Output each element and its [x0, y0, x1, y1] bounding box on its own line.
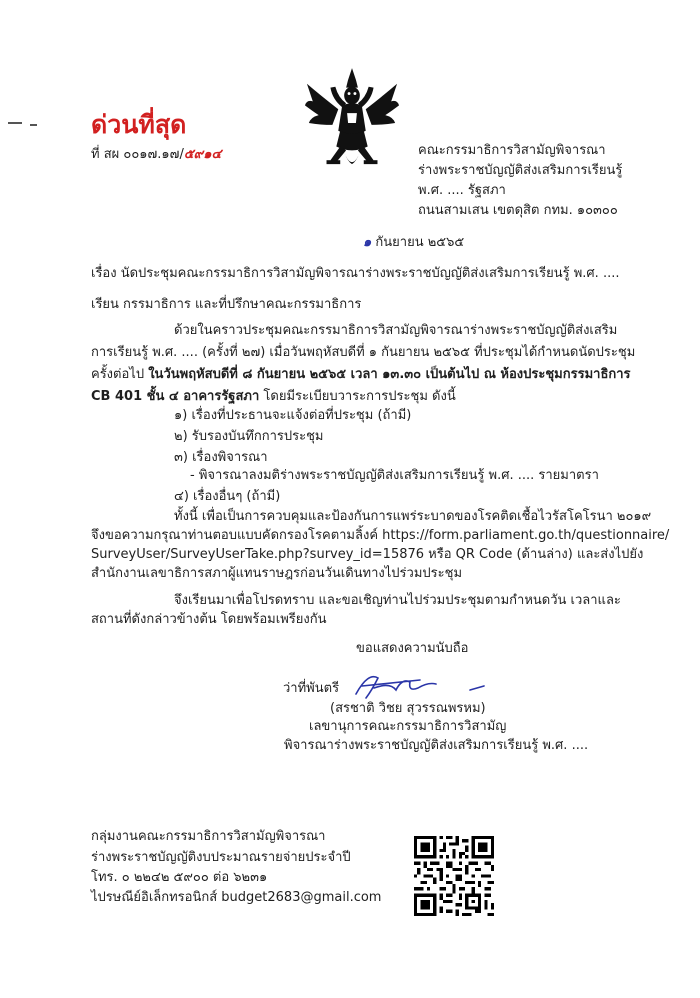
- signer-name: (สรชาติ วิชย สุวรรณพรหม): [330, 701, 486, 716]
- signer-title: ว่าที่พันตรี: [283, 681, 340, 696]
- subject-line: เรื่อง นัดประชุมคณะกรรมาธิการวิสามัญพิจารณาร่างพระราชบัญญัติส่งเสริมการเรียนรู้ พ.ศ. ....: [91, 266, 620, 281]
- body-text: โดยมีระเบียบวาระการประชุม ดังนี้: [259, 389, 456, 404]
- body-line: SurveyUser/SurveyUserTake.php?survey_id=15876 หรือ QR Code (ด้านล่าง) และส่งไปยัง: [91, 547, 644, 562]
- body-line: [91, 366, 631, 384]
- footer-line: ร่างพระราชบัญญัติงบประมาณรายจ่ายประจำปี: [91, 850, 351, 865]
- agenda-item: ๒) รับรองบันทึกการประชุม: [174, 429, 324, 444]
- agenda-item: ๑) เรื่องที่ประธานจะแจ้งต่อที่ประชุม (ถ้ามี): [174, 408, 412, 423]
- sender-address-line: ถนนสามเสน เขตดุสิต กทม. ๑๐๓๐๐: [418, 203, 618, 218]
- scan-mark: [8, 122, 22, 124]
- body-text: ครั้งต่อไป: [91, 367, 149, 382]
- reference-handwritten-number: ๕๙๑๔: [183, 147, 222, 162]
- urgent-stamp: ด่วนที่สุด: [91, 110, 187, 139]
- body-line: สำนักงานเลขาธิการสภาผู้แทนราษฎรก่อนวันเดินทางไปร่วมประชุม: [91, 566, 463, 581]
- body-line: การเรียนรู้ พ.ศ. .... (ครั้งที่ ๒๗) เมื่อวันพฤหัสบดีที่ ๑ กันยายน ๒๕๖๕ ที่ประชุมได้กำหนดนัดประชุม: [91, 345, 636, 360]
- sender-address-line: คณะกรรมาธิการวิสามัญพิจารณา: [418, 143, 606, 158]
- qr-code-icon[interactable]: [414, 836, 494, 916]
- scan-mark: [30, 124, 37, 126]
- footer-email: ไปรษณีย์อิเล็กทรอนิกส์ budget2683@gmail.com: [91, 890, 382, 905]
- meeting-room-bold: CB 401 ชั้น ๔ อาคารรัฐสภา: [91, 389, 260, 404]
- reference-prefix: ที่ สผ ๐๐๑๗.๑๗/: [91, 147, 184, 162]
- meeting-datetime-bold: ในวันพฤหัสบดีที่ ๘ กันยายน ๒๕๖๕ เวลา ๑๓.๓๐ เป็นต้นไป ณ ห้องประชุมกรรมาธิการ: [148, 367, 631, 382]
- body-line: ทั้งนี้ เพื่อเป็นการควบคุมและป้องกันการแพร่ระบาดของโรคติดเชื้อไวรัสโคโรนา ๒๐๑๙: [174, 509, 652, 524]
- garuda-emblem-icon: [303, 66, 401, 176]
- sender-address-line: ร่างพระราชบัญญัติส่งเสริมการเรียนรู้: [418, 163, 623, 178]
- body-line: จึงขอความกรุณาท่านตอบแบบคัดกรองโรคตามลิ้งค์ https://form.parliament.go.th/questionnaire/: [91, 528, 670, 543]
- date-month-year: กันยายน ๒๕๖๕: [371, 235, 465, 250]
- agenda-item: ๔) เรื่องอื่นๆ (ถ้ามี): [174, 489, 281, 504]
- date-handwritten-day: ๑: [363, 235, 372, 250]
- body-line: ด้วยในคราวประชุมคณะกรรมาธิการวิสามัญพิจารณาร่างพระราชบัญญัติส่งเสริม: [174, 323, 618, 338]
- reference-number: [91, 146, 221, 164]
- sender-address-line: พ.ศ. .... รัฐสภา: [418, 183, 506, 198]
- signer-position: เลขานุการคณะกรรมาธิการวิสามัญ: [309, 719, 507, 734]
- recipient-line: เรียน กรรมาธิการ และที่ปรึกษาคณะกรรมาธิการ: [91, 297, 362, 312]
- closing-salutation: ขอแสดงความนับถือ: [356, 641, 469, 656]
- body-line: สถานที่ดังกล่าวข้างต้น โดยพร้อมเพรียงกัน: [91, 612, 327, 627]
- body-line: จึงเรียนมาเพื่อโปรดทราบ และขอเชิญท่านไปร่วมประชุมตามกำหนดวัน เวลาและ: [174, 593, 621, 608]
- agenda-item: ๓) เรื่องพิจารณา: [174, 450, 268, 465]
- body-line: [91, 388, 456, 406]
- signature-scribble-icon: [350, 668, 490, 702]
- signer-position: พิจารณาร่างพระราชบัญญัติส่งเสริมการเรียนรู้ พ.ศ. ....: [284, 738, 589, 753]
- agenda-subitem: - พิจารณาลงมติร่างพระราชบัญญัติส่งเสริมการเรียนรู้ พ.ศ. .... รายมาตรา: [190, 468, 599, 483]
- footer-line: กลุ่มงานคณะกรรมาธิการวิสามัญพิจารณา: [91, 829, 326, 844]
- footer-line: โทร. ๐ ๒๒๔๒ ๕๙๐๐ ต่อ ๖๒๓๑: [91, 870, 268, 885]
- document-date: [363, 234, 464, 252]
